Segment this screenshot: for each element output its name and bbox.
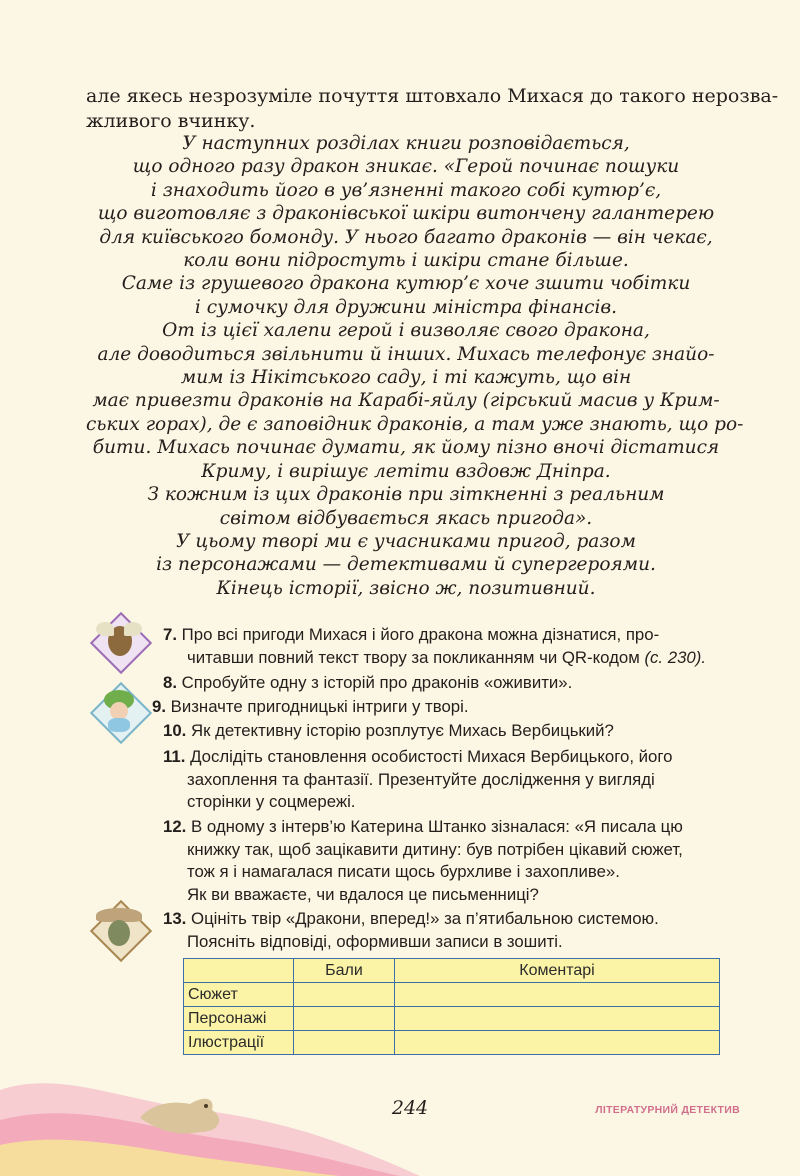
- task-item: [163, 720, 614, 743]
- task-item: [152, 696, 469, 719]
- task-text: тож я і намагалася писати щось бурхливе і захопливе».: [187, 862, 620, 881]
- quote-line: З кожним із цих драконів при зіткненні з реальним: [147, 484, 665, 506]
- table-header-row: [184, 959, 720, 983]
- task-item: [163, 816, 683, 906]
- task-number: 13.: [163, 909, 187, 928]
- intro-line: жливого вчинку.: [86, 110, 256, 132]
- evaluation-table: [183, 958, 720, 1055]
- task-number: 8.: [163, 673, 177, 692]
- quote-line: мим із Нікітського саду, і ті кажуть, що він: [180, 367, 632, 389]
- task-number: 12.: [163, 817, 187, 836]
- task-item: [163, 672, 572, 695]
- table-header: Коментарі: [395, 959, 720, 983]
- quote-line: із персонажами — детективами й супергероями.: [156, 554, 656, 576]
- table-cell: [395, 1031, 720, 1055]
- flower-girl-icon: [90, 682, 148, 740]
- page-reference: (с. 230).: [644, 647, 707, 667]
- task-text: Як ви вважаєте, чи вдалося це письменниці?: [187, 884, 539, 904]
- quote-line: Кінець історії, звісно ж, позитивний.: [216, 577, 596, 599]
- quote-line: бити. Михась починає думати, як йому пізно вночі дістатися: [92, 437, 720, 459]
- quote-line: Криму, і вирішує летіти вздовж Дніпра.: [201, 460, 611, 482]
- table-cell: [294, 983, 395, 1007]
- task-text: Про всі пригоди Михася і його дракона можна дізнатися, про-: [181, 625, 660, 644]
- task-text: книжку так, щоб зацікавити дитину: був потрібен цікавий сюжет,: [187, 839, 683, 859]
- task-text: читавши повний текст твору за покликанням чи QR-кодом: [187, 647, 645, 667]
- task-text: Як детективну історію розплутує Михась Вербицький?: [191, 721, 614, 740]
- table-row: [184, 1007, 720, 1031]
- quote-line: для київського бомонду. У нього багато драконів — він чекає,: [99, 226, 713, 248]
- task-text: Спробуйте одну з історій про драконів «оживити».: [181, 673, 573, 692]
- table-row-label: Ілюстрації: [184, 1031, 294, 1055]
- table-header: Бали: [294, 959, 395, 983]
- quote-line: світом відбувається якась пригода».: [219, 507, 593, 529]
- quote-line: ських горах), де є заповідник драконів, а там уже знають, що ро-: [86, 413, 744, 435]
- table-header: [184, 959, 294, 983]
- gnome-icon: [90, 900, 148, 958]
- quote-line: Саме із грушевого дракона кутюр’є хоче зшити чобітки: [121, 273, 691, 295]
- task-number: 10.: [163, 721, 187, 740]
- table-cell: [395, 1007, 720, 1031]
- quote-line: але доводиться звільнити й інших. Михась телефонує знайо-: [97, 343, 715, 365]
- intro-line: але якесь незрозуміле почуття штовхало Михася до такого нерозва-: [86, 85, 779, 107]
- task-text: Визначте пригодницькі інтриги у творі.: [170, 697, 469, 716]
- summary-quote: [86, 132, 744, 600]
- quote-line: що одного разу дракон зникає. «Герой починає пошуки: [132, 156, 680, 178]
- quote-line: У цьому творі ми є учасниками пригод, разом: [176, 530, 636, 552]
- table-row-label: Персонажі: [184, 1007, 294, 1031]
- table-cell: [395, 983, 720, 1007]
- table-row: [184, 983, 720, 1007]
- page-number: 244: [391, 1097, 429, 1119]
- section-title: ЛІТЕРАТУРНИЙ ДЕТЕКТИВ: [595, 1104, 740, 1116]
- table-cell: [294, 1031, 395, 1055]
- intro-paragraph: [86, 84, 779, 134]
- table-cell: [294, 1007, 395, 1031]
- quote-line: що виготовляє з драконівської шкіри витончену галантерею: [97, 203, 715, 225]
- task-text: В одному з інтерв’ю Катерина Штанко зізналася: «Я писала цю: [191, 817, 683, 836]
- task-item: [163, 746, 672, 814]
- task-item: [163, 624, 706, 669]
- task-number: 7.: [163, 625, 177, 644]
- fairy-icon: [90, 612, 148, 670]
- table-row-label: Сюжет: [184, 983, 294, 1007]
- quote-line: коли вони підростуть і шкіри стане більше.: [183, 250, 629, 272]
- task-item: [163, 908, 659, 953]
- quote-line: і знаходить його в ув’язненні такого собі кутюр’є,: [150, 179, 662, 201]
- task-text: захоплення та фантазії. Презентуйте дослідження у вигляді: [187, 769, 655, 789]
- quote-line: має привезти драконів на Карабі-яйлу (гірський масив у Крим-: [92, 390, 720, 412]
- quote-line: і сумочку для дружини міністра фінансів.: [194, 296, 618, 318]
- task-number: 9.: [152, 697, 166, 716]
- quote-line: У наступних розділах книги розповідається,: [182, 133, 630, 154]
- task-text: Дослідіть становлення особистості Михася Вербицького, його: [190, 747, 673, 766]
- task-text: сторінки у соцмережі.: [187, 792, 356, 811]
- task-number: 11.: [163, 747, 186, 766]
- quote-line: От із цієї халепи герой і визволяє свого дракона,: [162, 320, 650, 342]
- task-text: Поясніть відповіді, оформивши записи в зошиті.: [187, 931, 563, 951]
- decorative-swirl: [0, 1070, 420, 1176]
- table-row: [184, 1031, 720, 1055]
- task-text: Оцініть твір «Дракони, вперед!» за п’ятибальною системою.: [191, 909, 659, 928]
